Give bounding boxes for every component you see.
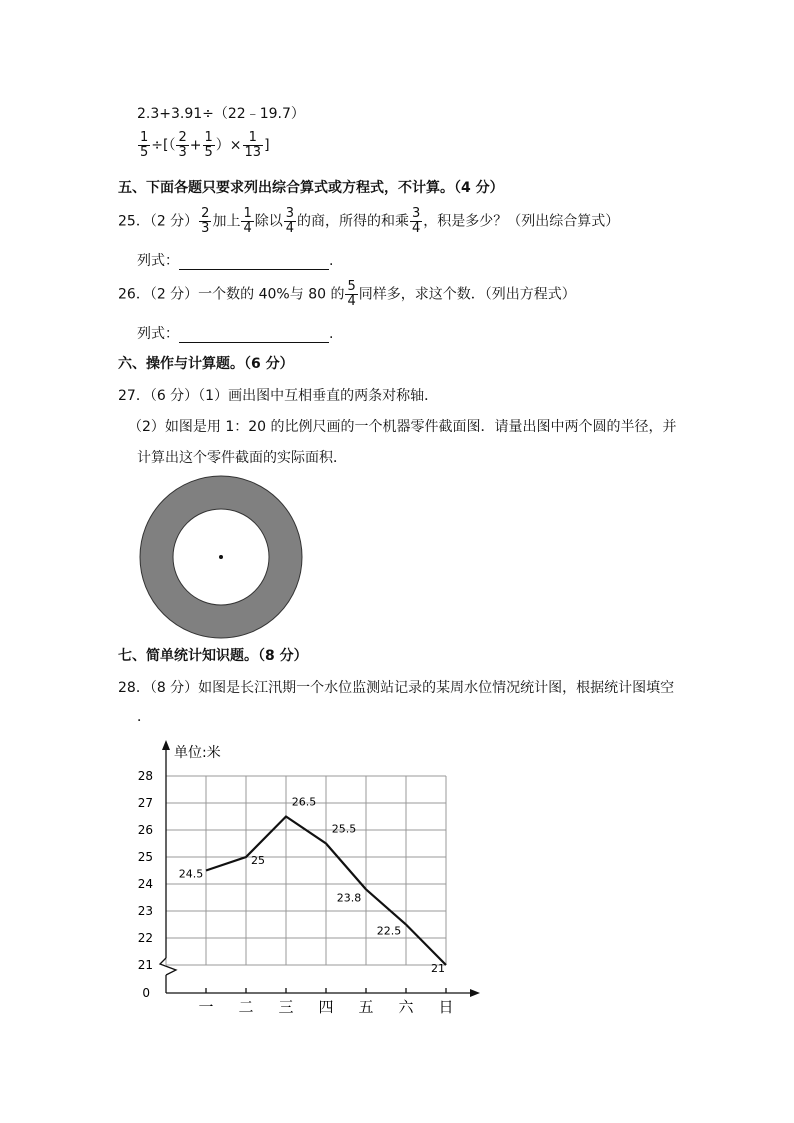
y-tick-label: 28 <box>137 769 153 783</box>
data-labels <box>179 796 445 976</box>
question-27-line-2: （2）如图是用 1：20 的比例尺画的一个机器零件截面图．请量出图中两个圆的半径，并 <box>128 419 677 435</box>
question-25: 25．（2 分） $\frac{2}{3}$ 加上 $\frac{1}{4}$ 除以 $\frac{3}{4}$ 的商，所得的和乘 $\frac{3}{4}$ ，积是多少？（列出综合算式） <box>118 206 620 236</box>
y-tick-label: 22 <box>137 931 153 945</box>
data-label: 24.5 <box>178 867 204 881</box>
y-tick-label: 21 <box>137 958 153 972</box>
y-tick-zero: 0 <box>142 986 150 1000</box>
x-axis-arrow <box>470 989 480 997</box>
chart-axes <box>160 740 480 997</box>
fraction: $\frac{1}{5}$ <box>204 130 213 160</box>
y-axis-arrow <box>162 740 170 750</box>
x-tick-label: 一 <box>198 998 214 1016</box>
operator-text: ）× <box>215 137 242 154</box>
x-tick-label: 六 <box>398 998 414 1016</box>
operator-text: ÷[（ <box>151 137 176 154</box>
data-label: 21 <box>431 962 445 975</box>
section-7-heading: 七、简单统计知识题。（8 分） <box>118 648 308 664</box>
fraction: $\frac{1}{4}$ <box>243 206 252 236</box>
x-tick-labels <box>198 998 453 1016</box>
expression-1: 2.3+3.91÷（22﹣19.7） <box>137 106 305 122</box>
data-label: 25 <box>251 854 265 867</box>
question-28-line-1: 28．（8 分）如图是长江汛期一个水位监测站记录的某周水位情况统计图，根据统计图填空 <box>118 680 675 696</box>
x-tick-label: 三 <box>278 998 294 1016</box>
operator-text: ] <box>264 137 270 154</box>
x-tick-label: 五 <box>358 998 374 1016</box>
question-27-line-1: 27．（6 分）（1）画出图中互相垂直的两条对称轴． <box>118 388 439 404</box>
y-tick-label: 24 <box>137 877 153 891</box>
y-tick-label: 26 <box>137 823 153 837</box>
x-tick-label: 日 <box>438 998 454 1016</box>
answer-line-25: 列式： . <box>137 253 334 269</box>
axis-break-mark <box>160 958 176 975</box>
y-tick-label: 27 <box>137 796 153 810</box>
section-5-heading: 五、下面各题只要求列出综合算式或方程式，不计算。（4 分） <box>118 180 504 196</box>
fraction: $\frac{3}{4}$ <box>412 206 421 236</box>
answer-line-26: 列式： . <box>137 326 334 342</box>
data-label: 23.8 <box>336 891 362 905</box>
fraction: $\frac{3}{4}$ <box>285 206 295 236</box>
fraction: $\frac{1}{5}$ <box>140 130 149 160</box>
question-28-line-2: ． <box>137 709 151 725</box>
data-label: 22.5 <box>376 924 402 938</box>
x-tick-label: 二 <box>238 998 254 1016</box>
y-tick-label: 23 <box>137 904 153 918</box>
operator-text: + <box>189 137 202 154</box>
data-label: 26.5 <box>291 795 317 809</box>
fraction: $\frac{1}{13}$ <box>244 130 262 160</box>
question-27-line-3: 计算出这个零件截面的实际面积． <box>137 450 347 466</box>
question-26: 26．（2 分）一个数的 40%与 80 的 $\frac{5}{4}$ 同样多，求这个数．（列出方程式） <box>118 279 576 309</box>
section-6-heading: 六、操作与计算题。（6 分） <box>118 356 294 372</box>
y-tick-labels <box>138 769 153 972</box>
fraction: $\frac{5}{4}$ <box>347 279 356 309</box>
y-tick-label: 25 <box>137 850 153 864</box>
fraction: $\frac{2}{3}$ <box>201 206 210 236</box>
data-label: 25.5 <box>331 822 357 836</box>
fraction: $\frac{2}{3}$ <box>178 130 187 160</box>
y-axis-unit-label: 单位:米 <box>174 745 221 761</box>
x-tick-label: 四 <box>318 998 334 1016</box>
